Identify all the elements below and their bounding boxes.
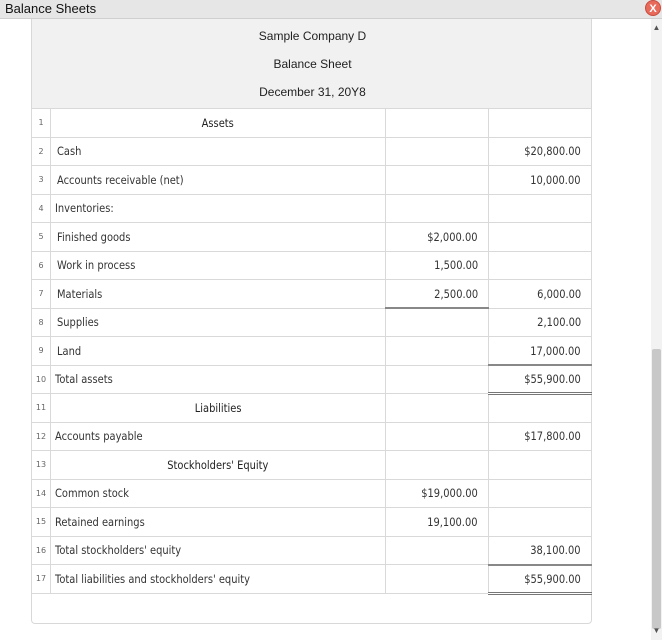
row-number: 10: [32, 365, 51, 394]
amount-cell[interactable]: 1,500.00: [386, 251, 489, 280]
statement-title: Balance Sheet: [273, 57, 352, 71]
amount-cell[interactable]: [386, 194, 489, 223]
amount-cell[interactable]: [489, 109, 592, 138]
row-number: 15: [32, 508, 51, 537]
amount-cell[interactable]: $55,900.00: [489, 565, 592, 594]
scrollbar-thumb[interactable]: [652, 349, 661, 629]
row-label: Accounts payable: [51, 422, 386, 451]
row-number: 5: [32, 223, 51, 252]
amount-cell[interactable]: [386, 565, 489, 594]
row-label: Cash: [51, 137, 386, 166]
amount-cell[interactable]: $55,900.00: [489, 365, 592, 394]
amount-cell[interactable]: [386, 109, 489, 138]
amount-cell[interactable]: 10,000.00: [489, 166, 592, 195]
row-label: Total assets: [51, 365, 386, 394]
close-icon[interactable]: X: [645, 0, 661, 16]
amount-cell[interactable]: [489, 479, 592, 508]
amount-cell[interactable]: 2,500.00: [386, 280, 489, 309]
amount-cell[interactable]: [489, 451, 592, 480]
amount-cell[interactable]: 38,100.00: [489, 536, 592, 565]
amount-cell[interactable]: 19,100.00: [386, 508, 489, 537]
amount-cell[interactable]: [386, 337, 489, 366]
row-number: 13: [32, 451, 51, 480]
amount-cell[interactable]: $17,800.00: [489, 422, 592, 451]
row-label: Total stockholders' equity: [51, 536, 386, 565]
scroll-down-arrow-icon[interactable]: ▼: [652, 626, 661, 635]
row-number: 3: [32, 166, 51, 195]
row-label: Supplies: [51, 308, 386, 337]
table-row: [32, 451, 592, 480]
table-row: [32, 337, 592, 366]
row-label: Land: [51, 337, 386, 366]
row-number: 6: [32, 251, 51, 280]
row-number: 9: [32, 337, 51, 366]
table-row: [32, 137, 592, 166]
table-row: [32, 479, 592, 508]
row-label: Total liabilities and stockholders' equity: [51, 565, 386, 594]
table-row: [32, 251, 592, 280]
table-row: [32, 536, 592, 565]
amount-cell[interactable]: [489, 508, 592, 537]
amount-cell[interactable]: 17,000.00: [489, 337, 592, 366]
table-row: [32, 394, 592, 423]
table-row: [32, 365, 592, 394]
amount-cell[interactable]: [386, 166, 489, 195]
row-number: 12: [32, 422, 51, 451]
balance-sheet-table: [31, 108, 592, 595]
row-label: Materials: [51, 280, 386, 309]
section-heading-assets: Assets: [51, 109, 386, 138]
table-row: [32, 166, 592, 195]
row-number: 14: [32, 479, 51, 508]
scroll-up-arrow-icon[interactable]: ▲: [652, 23, 661, 32]
amount-cell[interactable]: [386, 451, 489, 480]
row-label: Retained earnings: [51, 508, 386, 537]
amount-cell[interactable]: [386, 365, 489, 394]
table-row: [32, 565, 592, 594]
row-label: Work in process: [51, 251, 386, 280]
statement-header: [31, 19, 592, 108]
row-number: 8: [32, 308, 51, 337]
row-label: Inventories:: [51, 194, 386, 223]
row-number: 2: [32, 137, 51, 166]
amount-cell[interactable]: [386, 422, 489, 451]
table-row: [32, 508, 592, 537]
window-title: Balance Sheets: [5, 1, 97, 16]
row-label: Common stock: [51, 479, 386, 508]
amount-cell[interactable]: $20,800.00: [489, 137, 592, 166]
row-number: 11: [32, 394, 51, 423]
amount-cell[interactable]: [386, 308, 489, 337]
amount-cell[interactable]: [489, 251, 592, 280]
amount-cell[interactable]: 6,000.00: [489, 280, 592, 309]
row-label: Accounts receivable (net): [51, 166, 386, 195]
vertical-scrollbar[interactable]: [651, 19, 662, 640]
table-row: [32, 194, 592, 223]
statement-date: December 31, 20Y8: [259, 85, 366, 99]
amount-cell[interactable]: [489, 223, 592, 252]
section-heading-liabilities: Liabilities: [51, 394, 386, 423]
table-row: [32, 109, 592, 138]
amount-cell[interactable]: $19,000.00: [386, 479, 489, 508]
amount-cell[interactable]: 2,100.00: [489, 308, 592, 337]
row-number: 4: [32, 194, 51, 223]
amount-cell[interactable]: [386, 394, 489, 423]
amount-cell[interactable]: $2,000.00: [386, 223, 489, 252]
table-row: [32, 308, 592, 337]
amount-cell[interactable]: [386, 536, 489, 565]
window-titlebar: [0, 0, 662, 19]
section-heading-stockholders-equity: Stockholders' Equity: [51, 451, 386, 480]
amount-cell[interactable]: [489, 194, 592, 223]
amount-cell[interactable]: [386, 137, 489, 166]
row-number: 17: [32, 565, 51, 594]
row-number: 1: [32, 109, 51, 138]
amount-cell[interactable]: [489, 394, 592, 423]
row-label: Finished goods: [51, 223, 386, 252]
company-name: Sample Company D: [258, 29, 367, 43]
row-number: 16: [32, 536, 51, 565]
table-row: [32, 223, 592, 252]
table-row: [32, 280, 592, 309]
row-number: 7: [32, 280, 51, 309]
table-row: [32, 422, 592, 451]
